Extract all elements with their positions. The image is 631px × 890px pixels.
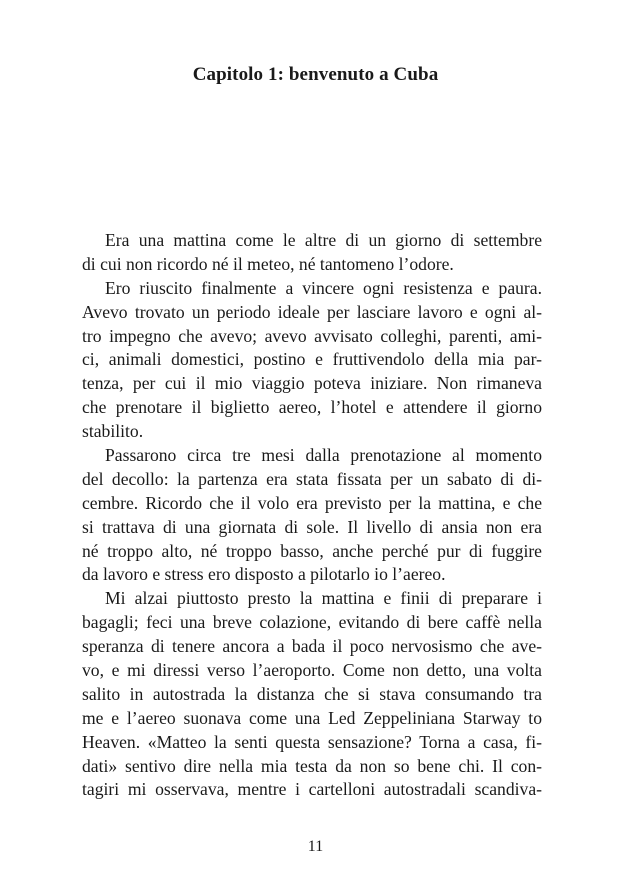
paragraph-line: Ero riuscito finalmente a vincere ogni resistenza e paura. <box>105 277 542 298</box>
paragraph-line: cembre. Ricordo che il volo era previsto per la mattina, e che <box>82 492 542 513</box>
paragraph-line: da lavoro e stress ero disposto a pilotarlo io l’aereo. <box>82 564 446 585</box>
paragraph-line: me e l’aereo suonava come una Led Zeppeliniana Starway to <box>82 707 542 728</box>
paragraph-line: né troppo alto, né troppo basso, anche perché pur di fuggire <box>82 540 542 561</box>
paragraph-line: tenza, per cui il mio viaggio poteva iniziare. Non rimaneva <box>82 373 542 394</box>
paragraph-line: Avevo trovato un periodo ideale per lasciare lavoro e ogni al- <box>82 301 542 322</box>
chapter-title: Capitolo 1: benvenuto a Cuba <box>192 64 439 85</box>
paragraph-line: di cui non ricordo né il meteo, né tantomeno l’odore. <box>82 253 454 274</box>
paragraph-line: che prenotare il biglietto aereo, l’hotel e attendere il giorno <box>82 397 542 418</box>
paragraph-line: ci, animali domestici, postino e fruttivendolo della mia par- <box>82 349 542 370</box>
paragraph-line: Era una mattina come le altre di un giorno di settembre <box>105 230 542 250</box>
paragraph-line: del decollo: la partenza era stata fissata per un sabato di di- <box>82 468 542 489</box>
page-number: 11 <box>307 838 324 855</box>
paragraph-line: dati» sentivo dire nella mia testa da non so bene chi. Il con- <box>82 755 542 776</box>
paragraph-line: stabilito. <box>82 421 144 442</box>
paragraph-line: Heaven. «Matteo la senti questa sensazione? Torna a casa, fi- <box>82 731 542 752</box>
paragraph-line: si trattava di una giornata di sole. Il livello di ansia non era <box>82 516 542 537</box>
paragraph-line: salito in autostrada la distanza che si stava consumando tra <box>82 683 542 704</box>
paragraph-line: vo, e mi diressi verso l’aeroporto. Come non detto, una volta <box>82 660 542 681</box>
paragraph-line: tro impegno che avevo; avevo avvisato colleghi, parenti, ami- <box>82 325 542 346</box>
paragraph-line: Passarono circa tre mesi dalla prenotazione al momento <box>105 445 542 466</box>
paragraph-line: Mi alzai piuttosto presto la mattina e finii di preparare i <box>105 588 542 609</box>
body-text <box>82 229 542 802</box>
paragraph-line: tagiri mi osservava, mentre i cartelloni autostradali scandiva- <box>82 779 542 800</box>
paragraph-line: bagagli; feci una breve colazione, evitando di bere caffè nella <box>82 612 542 633</box>
paragraph-line: speranza di tenere ancora a bada il poco nervosismo che ave- <box>82 636 542 657</box>
